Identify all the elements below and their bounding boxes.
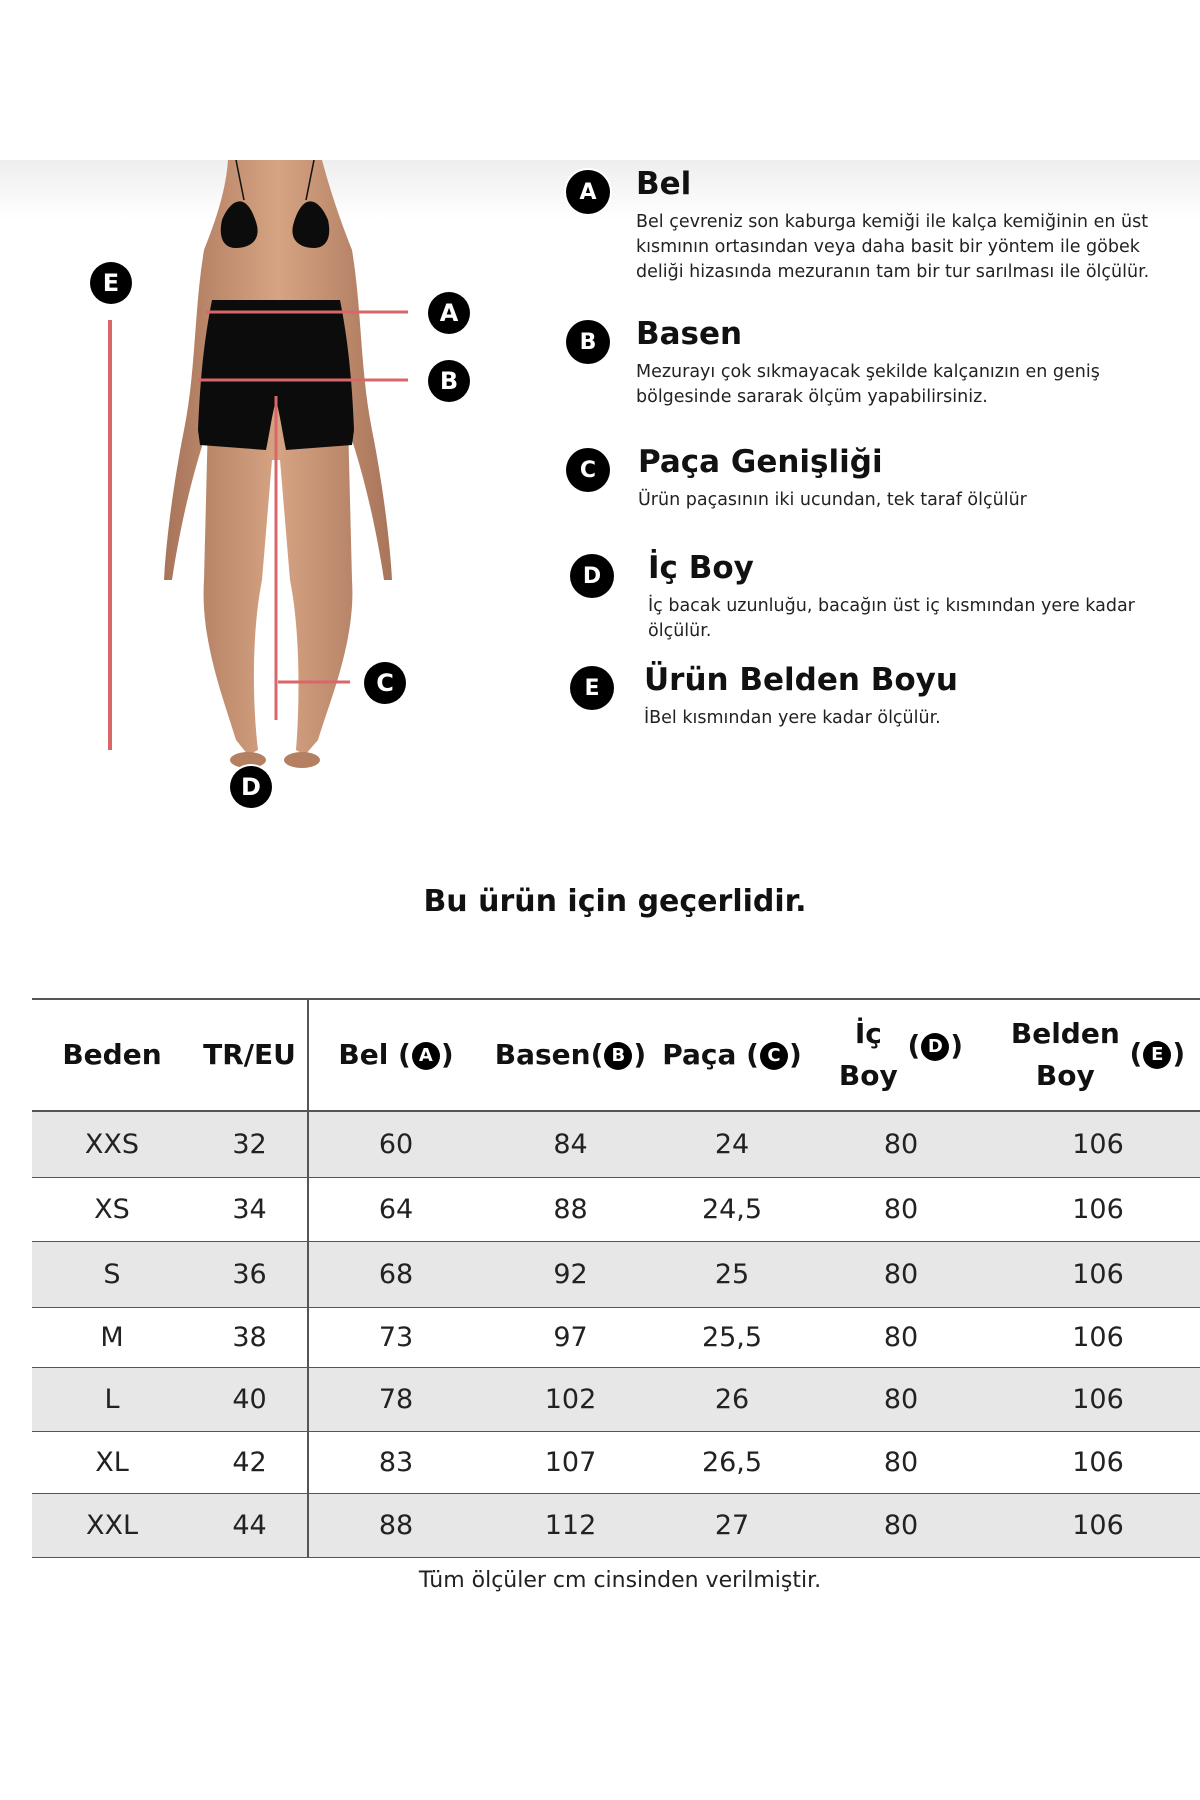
marker-e-badge: E <box>90 262 132 304</box>
cell-beden: M <box>32 1307 192 1367</box>
cell-tr-eu: 32 <box>192 1111 308 1177</box>
cell-bel: 78 <box>308 1367 483 1431</box>
header-bel: Bel ( A ) <box>308 999 483 1111</box>
cell-bel: 73 <box>308 1307 483 1367</box>
cell-beden: XXL <box>32 1493 192 1557</box>
table-row <box>32 1111 1200 1177</box>
cell-tr-eu: 42 <box>192 1431 308 1493</box>
body-figure-diagram <box>0 160 560 820</box>
legend-description: Ürün paçasının iki ucundan, tek taraf ölçülür <box>638 490 1027 510</box>
cell-basen: 84 <box>483 1111 658 1177</box>
cell-ic-boy: 80 <box>806 1241 996 1307</box>
header-d-badge: D <box>921 1033 949 1061</box>
legend-title: Ürün Belden Boyu <box>644 662 958 698</box>
cell-tr-eu: 34 <box>192 1177 308 1241</box>
cell-paca: 24 <box>658 1111 806 1177</box>
legend-item-bel <box>566 166 1156 285</box>
header-a-badge: A <box>412 1042 440 1070</box>
cell-ic-boy: 80 <box>806 1493 996 1557</box>
header-e-badge: E <box>1143 1041 1171 1069</box>
table-row <box>32 1431 1200 1493</box>
cell-paca: 27 <box>658 1493 806 1557</box>
cell-basen: 92 <box>483 1241 658 1307</box>
legend-title: Basen <box>636 316 743 352</box>
cell-tr-eu: 38 <box>192 1307 308 1367</box>
cell-belden-boy: 106 <box>996 1493 1200 1557</box>
cell-belden-boy: 106 <box>996 1431 1200 1493</box>
legend-a-badge: A <box>566 170 610 214</box>
cell-paca: 25 <box>658 1241 806 1307</box>
legend-e-badge: E <box>570 666 614 710</box>
table-row <box>32 1177 1200 1241</box>
legend-item-paca <box>566 444 1158 513</box>
legend-description: İBel kısmından yere kadar ölçülür. <box>644 708 941 728</box>
cell-belden-boy: 106 <box>996 1241 1200 1307</box>
table-row <box>32 1307 1200 1367</box>
cell-beden: S <box>32 1241 192 1307</box>
cell-bel: 83 <box>308 1431 483 1493</box>
cell-beden: XL <box>32 1431 192 1493</box>
cell-ic-boy: 80 <box>806 1307 996 1367</box>
cell-belden-boy: 106 <box>996 1111 1200 1177</box>
cell-beden: XXS <box>32 1111 192 1177</box>
header-b-badge: B <box>604 1042 632 1070</box>
legend-d-badge: D <box>570 554 614 598</box>
header-belden-boy: Belden Boy ( E ) <box>996 999 1200 1111</box>
cell-belden-boy: 106 <box>996 1307 1200 1367</box>
legend-item-urun-belden-boyu <box>570 662 1164 731</box>
cell-bel: 68 <box>308 1241 483 1307</box>
cell-tr-eu: 36 <box>192 1241 308 1307</box>
legend-b-badge: B <box>566 320 610 364</box>
cell-basen: 97 <box>483 1307 658 1367</box>
marker-c-badge: C <box>364 662 406 704</box>
body-silhouette <box>164 160 392 755</box>
legend-item-ic-boy <box>570 550 1168 644</box>
legend-description: İç bacak uzunluğu, bacağın üst iç kısmından yere kadar ölçülür. <box>648 596 1135 641</box>
legend-description: Bel çevreniz son kaburga kemiği ile kalça kemiğinin en üst kısmının ortasından veya daha basit bir yöntem ile göbek deliği hizasında mezuranın tam bir tur sarılması ile ölçülür. <box>636 212 1150 282</box>
legend-description: Mezurayı çok sıkmayacak şekilde kalçanızın en geniş bölgesinde sararak ölçüm yapabilirsiniz. <box>636 362 1100 407</box>
size-table-body <box>32 1111 1200 1557</box>
table-header-row <box>32 999 1200 1111</box>
cell-basen: 88 <box>483 1177 658 1241</box>
header-ic-boy: İç Boy ( D ) <box>806 999 996 1111</box>
legend-c-badge: C <box>566 448 610 492</box>
table-row <box>32 1493 1200 1557</box>
legend-title: Bel <box>636 166 692 202</box>
cell-basen: 107 <box>483 1431 658 1493</box>
header-basen: Basen( B ) <box>483 999 658 1111</box>
cell-bel: 64 <box>308 1177 483 1241</box>
cell-belden-boy: 106 <box>996 1367 1200 1431</box>
cell-ic-boy: 80 <box>806 1177 996 1241</box>
legend-title: Paça Genişliği <box>638 444 883 480</box>
size-table <box>32 998 1200 1558</box>
marker-b-badge: B <box>428 360 470 402</box>
cell-basen: 102 <box>483 1367 658 1431</box>
cell-bel: 88 <box>308 1493 483 1557</box>
cell-paca: 26 <box>658 1367 806 1431</box>
cell-ic-boy: 80 <box>806 1111 996 1177</box>
header-beden: Beden <box>32 999 192 1111</box>
table-row <box>32 1367 1200 1431</box>
cell-paca: 24,5 <box>658 1177 806 1241</box>
legend-item-basen <box>566 316 1156 410</box>
cell-tr-eu: 40 <box>192 1367 308 1431</box>
body-figure-illustration <box>0 160 560 820</box>
header-paca: Paça ( C ) <box>658 999 806 1111</box>
cell-beden: XS <box>32 1177 192 1241</box>
header-tr-eu: TR/EU <box>192 999 308 1111</box>
cell-paca: 26,5 <box>658 1431 806 1493</box>
section-title: Bu ürün için geçerlidir. <box>423 884 807 919</box>
header-c-badge: C <box>760 1042 788 1070</box>
legend-title: İç Boy <box>648 550 754 586</box>
footnote: Tüm ölçüler cm cinsinden verilmiştir. <box>418 1568 822 1593</box>
cell-tr-eu: 44 <box>192 1493 308 1557</box>
marker-d-badge: D <box>230 766 272 808</box>
marker-a-badge: A <box>428 292 470 334</box>
cell-ic-boy: 80 <box>806 1367 996 1431</box>
cell-belden-boy: 106 <box>996 1177 1200 1241</box>
cell-bel: 60 <box>308 1111 483 1177</box>
cell-basen: 112 <box>483 1493 658 1557</box>
table-row <box>32 1241 1200 1307</box>
cell-ic-boy: 80 <box>806 1431 996 1493</box>
cell-beden: L <box>32 1367 192 1431</box>
cell-paca: 25,5 <box>658 1307 806 1367</box>
